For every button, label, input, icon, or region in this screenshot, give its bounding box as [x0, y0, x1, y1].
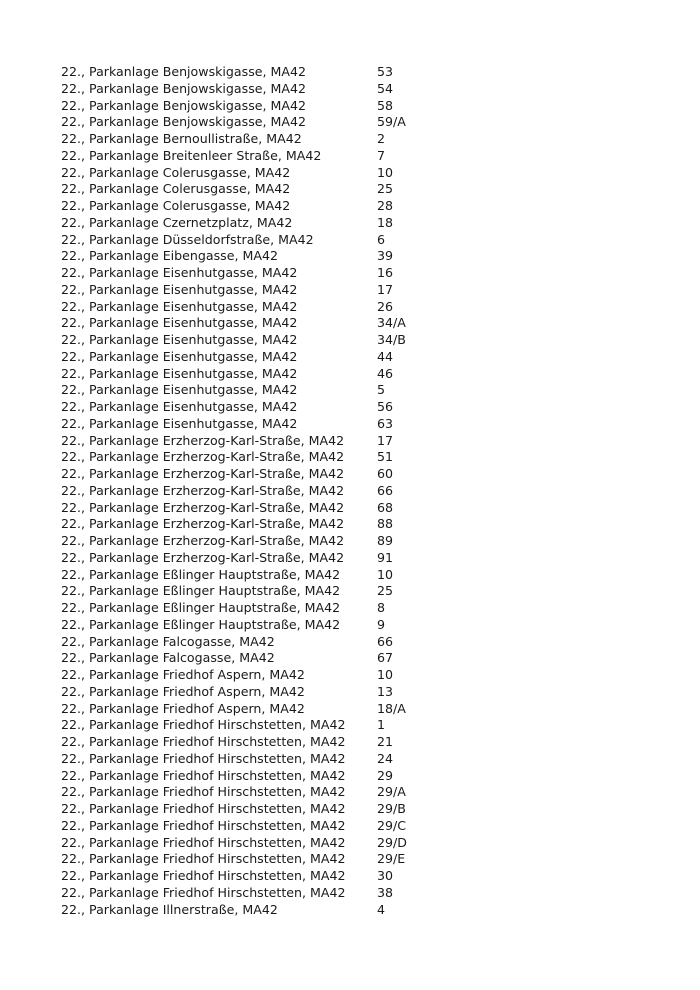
list-item: [61, 215, 621, 232]
park-name: 22., Parkanlage Breitenleer Straße, MA42: [61, 147, 322, 163]
house-number: 8: [377, 600, 386, 615]
house-number: 24: [377, 750, 394, 766]
park-name: 22., Parkanlage Eßlinger Hauptstraße, MA42: [61, 600, 341, 615]
list-item: [61, 466, 621, 483]
list-item: [61, 784, 621, 801]
list-item: [61, 801, 621, 818]
house-number: 17: [377, 432, 394, 448]
park-name: 22., Parkanlage Colerusgasse, MA42: [61, 181, 291, 197]
house-number: 29: [377, 767, 394, 783]
list-item: [61, 751, 621, 768]
list-item: [61, 131, 621, 148]
park-name: 22., Parkanlage Eisenhutgasse, MA42: [61, 265, 298, 280]
list-item: [61, 701, 621, 718]
house-number: 46: [377, 365, 394, 381]
park-name: 22., Parkanlage Falcogasse, MA42: [61, 633, 275, 649]
list-item: [61, 667, 621, 684]
house-number: 18/A: [377, 700, 406, 716]
park-name: 22., Parkanlage Eisenhutgasse, MA42: [61, 298, 298, 314]
list-item: [61, 768, 621, 785]
park-name: 22., Parkanlage Falcogasse, MA42: [61, 650, 275, 666]
list-item: [61, 332, 621, 349]
park-name: 22., Parkanlage Benjowskigasse, MA42: [61, 114, 307, 130]
house-number: 16: [377, 265, 394, 280]
list-item: [61, 232, 621, 249]
park-name: 22., Parkanlage Friedhof Hirschstetten, MA42: [61, 767, 346, 783]
list-item: [61, 617, 621, 634]
park-name: 22., Parkanlage Erzherzog-Karl-Straße, MA42: [61, 499, 345, 515]
park-name: 22., Parkanlage Bernoullistraße, MA42: [61, 131, 302, 146]
house-number: 51: [377, 449, 394, 465]
list-item: [61, 315, 621, 332]
house-number: 29/A: [377, 784, 406, 800]
park-name: 22., Parkanlage Friedhof Hirschstetten, MA42: [61, 717, 346, 733]
house-number: 26: [377, 298, 394, 314]
house-number: 4: [377, 901, 386, 917]
park-name: 22., Parkanlage Illnerstraße, MA42: [61, 901, 278, 917]
park-name: 22., Parkanlage Friedhof Aspern, MA42: [61, 700, 305, 716]
house-number: 34/B: [377, 332, 406, 347]
list-item: [61, 416, 621, 433]
list-item: [61, 98, 621, 115]
park-name: 22., Parkanlage Eisenhutgasse, MA42: [61, 332, 298, 347]
list-item: [61, 500, 621, 517]
house-number: 10: [377, 164, 394, 180]
house-number: 39: [377, 248, 394, 264]
house-number: 13: [377, 683, 394, 699]
park-name: 22., Parkanlage Colerusgasse, MA42: [61, 198, 291, 213]
list-item: [61, 634, 621, 651]
list-item: [61, 366, 621, 383]
list-item: [61, 399, 621, 416]
park-name: 22., Parkanlage Erzherzog-Karl-Straße, MA42: [61, 533, 345, 548]
list-item: [61, 248, 621, 265]
house-number: 68: [377, 499, 394, 515]
list-item: [61, 684, 621, 701]
list-item: [61, 583, 621, 600]
park-name: 22., Parkanlage Friedhof Hirschstetten, MA42: [61, 884, 346, 900]
house-number: 53: [377, 64, 394, 79]
park-name: 22., Parkanlage Eßlinger Hauptstraße, MA42: [61, 583, 341, 599]
park-name: 22., Parkanlage Friedhof Hirschstetten, MA42: [61, 784, 346, 800]
house-number: 67: [377, 650, 394, 666]
park-name: 22., Parkanlage Friedhof Hirschstetten, MA42: [61, 801, 346, 816]
house-number: 9: [377, 616, 386, 632]
house-number: 25: [377, 181, 394, 197]
park-name: 22., Parkanlage Eisenhutgasse, MA42: [61, 348, 298, 364]
park-name: 22., Parkanlage Eisenhutgasse, MA42: [61, 399, 298, 414]
list-item: [61, 533, 621, 550]
park-name: 22., Parkanlage Benjowskigasse, MA42: [61, 97, 307, 113]
list-item: [61, 198, 621, 215]
house-number: 88: [377, 516, 394, 532]
list-item: [61, 567, 621, 584]
list-item: [61, 734, 621, 751]
park-name: 22., Parkanlage Erzherzog-Karl-Straße, MA42: [61, 432, 345, 448]
park-name: 22., Parkanlage Friedhof Aspern, MA42: [61, 667, 305, 682]
park-name: 22., Parkanlage Erzherzog-Karl-Straße, MA42: [61, 482, 345, 498]
list-item: [61, 851, 621, 868]
list-item: [61, 550, 621, 567]
house-number: 7: [377, 147, 386, 163]
house-number: 91: [377, 549, 394, 565]
park-name: 22., Parkanlage Eisenhutgasse, MA42: [61, 382, 298, 398]
house-number: 28: [377, 198, 394, 213]
list-item: [61, 650, 621, 667]
park-name: 22., Parkanlage Düsseldorfstraße, MA42: [61, 231, 314, 247]
park-name: 22., Parkanlage Friedhof Hirschstetten, MA42: [61, 734, 346, 749]
list-item: [61, 349, 621, 366]
list-item: [61, 148, 621, 165]
house-number: 30: [377, 868, 394, 883]
house-number: 44: [377, 348, 394, 364]
house-number: 38: [377, 884, 394, 900]
house-number: 54: [377, 80, 394, 96]
list-item: [61, 433, 621, 450]
house-number: 63: [377, 415, 394, 431]
park-name: 22., Parkanlage Erzherzog-Karl-Straße, MA42: [61, 549, 345, 565]
list-item: [61, 483, 621, 500]
house-number: 2: [377, 131, 386, 146]
house-number: 21: [377, 734, 394, 749]
house-number: 60: [377, 466, 394, 481]
park-name: 22., Parkanlage Friedhof Aspern, MA42: [61, 683, 305, 699]
house-number: 17: [377, 281, 394, 297]
house-number: 56: [377, 399, 394, 414]
park-name: 22., Parkanlage Eisenhutgasse, MA42: [61, 365, 298, 381]
park-name: 22., Parkanlage Eisenhutgasse, MA42: [61, 281, 298, 297]
park-name: 22., Parkanlage Eibengasse, MA42: [61, 248, 278, 264]
house-number: 29/C: [377, 817, 407, 833]
park-name: 22., Parkanlage Benjowskigasse, MA42: [61, 64, 307, 79]
house-number: 10: [377, 667, 394, 682]
house-number: 5: [377, 382, 386, 398]
house-number: 58: [377, 97, 394, 113]
house-number: 59/A: [377, 114, 406, 130]
park-name: 22., Parkanlage Friedhof Hirschstetten, MA42: [61, 868, 346, 883]
park-name: 22., Parkanlage Czernetzplatz, MA42: [61, 214, 293, 230]
park-name: 22., Parkanlage Friedhof Hirschstetten, MA42: [61, 750, 346, 766]
park-name: 22., Parkanlage Friedhof Hirschstetten, MA42: [61, 817, 346, 833]
park-name: 22., Parkanlage Friedhof Hirschstetten, MA42: [61, 851, 346, 867]
park-name: 22., Parkanlage Eßlinger Hauptstraße, MA42: [61, 566, 341, 582]
list-item: [61, 114, 621, 131]
house-number: 18: [377, 214, 394, 230]
house-number: 29/B: [377, 801, 406, 816]
house-number: 66: [377, 633, 394, 649]
park-name: 22., Parkanlage Eisenhutgasse, MA42: [61, 315, 298, 331]
park-name: 22., Parkanlage Erzherzog-Karl-Straße, MA42: [61, 449, 345, 465]
list-item: [61, 265, 621, 282]
house-number: 89: [377, 533, 394, 548]
list-item: [61, 868, 621, 885]
house-number: 1: [377, 717, 386, 733]
park-name: 22., Parkanlage Friedhof Hirschstetten, MA42: [61, 834, 346, 850]
park-name: 22., Parkanlage Benjowskigasse, MA42: [61, 80, 307, 96]
list-item: [61, 885, 621, 902]
house-number: 10: [377, 566, 394, 582]
park-name: 22., Parkanlage Erzherzog-Karl-Straße, MA42: [61, 466, 345, 481]
park-name: 22., Parkanlage Eisenhutgasse, MA42: [61, 415, 298, 431]
house-number: 29/D: [377, 834, 407, 850]
list-item: [61, 835, 621, 852]
list-item: [61, 902, 621, 919]
address-list: [61, 64, 621, 918]
house-number: 25: [377, 583, 394, 599]
list-item: [61, 81, 621, 98]
list-item: [61, 516, 621, 533]
list-item: [61, 818, 621, 835]
house-number: 29/E: [377, 851, 406, 867]
list-item: [61, 181, 621, 198]
list-item: [61, 600, 621, 617]
park-name: 22., Parkanlage Eßlinger Hauptstraße, MA42: [61, 616, 341, 632]
list-item: [61, 449, 621, 466]
list-item: [61, 165, 621, 182]
house-number: 66: [377, 482, 394, 498]
park-name: 22., Parkanlage Erzherzog-Karl-Straße, MA42: [61, 516, 345, 532]
house-number: 6: [377, 231, 386, 247]
list-item: [61, 64, 621, 81]
list-item: [61, 299, 621, 316]
list-item: [61, 382, 621, 399]
list-item: [61, 717, 621, 734]
house-number: 34/A: [377, 315, 406, 331]
park-name: 22., Parkanlage Colerusgasse, MA42: [61, 164, 291, 180]
list-item: [61, 282, 621, 299]
